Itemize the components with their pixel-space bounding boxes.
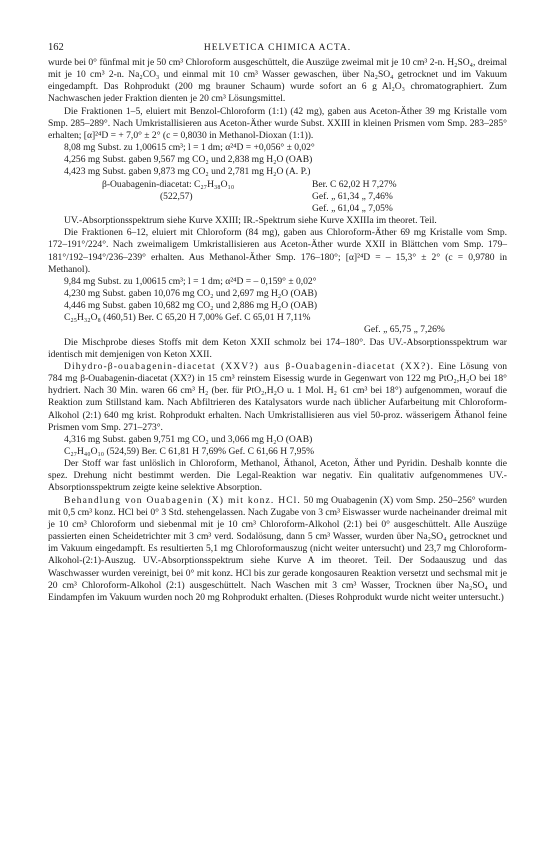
running-header: HELVETICA CHIMICA ACTA. [203,43,352,53]
analysis-line: C₂₅H₃₂O₈ (460,51) Ber. C 65,20 H 7,00% Gef. C 65,01 H 7,11% [64,312,311,324]
analysis-line [48,203,507,215]
analysis-values: Ber. C 62,02 H 7,27% [312,178,397,190]
paragraph-text: Eine Lösung von 784 mg β-Ouabagenin-diacetat (XX?) in 15 cm³ reinstem Eisessig wurde in Gegenwart von 122 mg PtO₂,H₂O bei 18° hydriert. Nach 30 Min. waren 66 cm³ H₂ (ber. für PtO₂,H₂O u. 1 Mol. H₂ 61 cm³ bei 18°) aufgenommen, worauf die Reaktion zum Stillstand kam. Nach Abfiltrieren des Katalysators wurde nach üblicher Aufarbeitung mit Chloroform-Alkohol (2:1) 640 mg krist. Rohprodukt erhalten. Nach Umkristallisieren aus viel 50-proz. wässerigem Äthanol feine Prismen vom Smp. 271–273°. [48,360,507,433]
analysis-line: C₂₇H₄₀O₁₀ (524,59) Ber. C 61,81 H 7,69% Gef. C 61,66 H 7,95% [64,446,315,457]
paragraph [48,227,507,276]
paragraph-text: wurde bei 0° fünfmal mit je 50 cm³ Chloroform ausgeschüttelt, die Auszüge zweimal mit je 10 cm³ 2-n. H₂SO₄, dreimal mit je 10 cm³ 2-n. Na₂CO₃ und einmal mit 10 cm³ Wasser gewaschen, über Na₂SO₄ getrocknet und im Vakuum eingedampft. Das Rohprodukt (200 mg brauner Schaum) wurde sofort an 6 g Al₂O₃ chromatographiert. Zum Nachwaschen jeder Fraktion dienten je 20 cm³ Lösungsmittel. [48,57,507,105]
analysis-line: 4,446 mg Subst. gaben 10,682 mg CO₂ und 2,886 mg H₂O (OAB) [64,300,318,312]
paragraph-text: Die Fraktionen 1–5, eluiert mit Benzol-Chloroform (1:1) (42 mg), gaben aus Aceton-Äther 39 mg Kristalle vom Smp. 285–289°. Nach Umkristallisieren aus Aceton-Äther wurde Subst. XXIII in kleinen Prismen vom Smp. 283–285° erhalten; [α]²⁴D = + 7,0° ± 2° (c = 0,8030 in Methanol-Dioxan (1:1)). [48,105,507,141]
formula-label: (522,57) [160,190,193,202]
analysis-line: 4,316 mg Subst. gaben 9,751 mg CO₂ und 3,066 mg H₂O (OAB) [64,433,313,445]
page-number: 162 [48,42,64,53]
analysis-line: 4,230 mg Subst. gaben 10,076 mg CO₂ und 2,697 mg H₂O (OAB) [64,287,318,299]
paragraph [48,106,507,142]
paragraph-text: Die Fraktionen 6–12, eluiert mit Chloroform (84 mg), gaben aus Chloroform-Äther 69 mg Kristalle vom Smp. 172–191°/224°. Nach zweimaligem Umkristallisieren aus Aceton-Äther wurde XXII in Blättchen vom Smp. 179–181°/192–194°/236–239° erhalten. Aus Methanol-Äther Smp. 176–180°; [α]²⁴D = – 15,3° ± 2° (c = 0,9780 in Methanol). [48,227,507,275]
analysis-values: Gef. „ 61,34 „ 7,46% [312,190,393,202]
analysis-line: 9,84 mg Subst. zu 1,00615 cm³; l = 1 dm; α²⁴D = – 0,159° ± 0,02° [64,275,317,287]
analysis-line: 4,423 mg Subst. gaben 9,873 mg CO₂ und 2,781 mg H₂O (A. P.) [64,166,311,178]
analysis-line: Gef. „ 65,75 „ 7,26% [364,324,445,336]
analysis-line: 8,08 mg Subst. zu 1,00615 cm³; l = 1 dm; α²⁴D = +0,056° ± 0,02° [64,142,315,154]
paragraph-text: Der Stoff war fast unlöslich in Chloroform, Methanol, Äthanol, Aceton, Äther und Pyridin. Deshalb konnte die spez. Drehung nicht bestimmt werden. Die Legal-Reaktion war negativ. Ein qualitativ aufgenommenes UV.-Absorptionsspektrum zeigte keine selektive Absorption. [48,458,507,494]
formula-label [48,203,312,215]
analysis-line: 4,256 mg Subst. gaben 9,567 mg CO₂ und 2,838 mg H₂O (OAB) [64,154,313,166]
paragraph [48,57,507,106]
paragraph [48,495,507,604]
analysis-values: Gef. „ 61,04 „ 7,05% [312,202,393,214]
section-heading: Behandlung von Ouabagenin (X) mit konz. HCl. [64,494,301,506]
analysis-line [48,179,507,191]
body-text [48,57,507,604]
paragraph [48,361,507,434]
section-heading: Dihydro-β-ouabagenin-diacetat (XXV?) aus β-Ouabagenin-diacetat (XX?). [64,360,435,372]
analysis-line [48,191,507,203]
paragraph-text: UV.-Absorptionsspektrum siehe Kurve XXIII; IR.-Spektrum siehe Kurve XXIIIa im theoret. Teil. [64,215,437,227]
paragraph [48,215,507,227]
paragraph-text: 50 mg Ouabagenin (X) vom Smp. 250–256° wurden mit 0,5 cm³ konz. HCl bei 0° 3 Std. stehengelassen. Nach Zugabe von 3 cm³ Eiswasser wurde nacheinander dreimal mit je 10 cm³ Chloroform und siebenmal mit je 10 cm³ Chloroform-Alkohol (2:1) bei 0° ausgeschüttelt. Alle Auszüge passierten einen Scheidetrichter mit 3 cm³ verd. Sodalösung, dann 5 cm³ Wasser, wurden über Na₂SO₄ getrocknet und im Vakuum eingedampft. Es resultierten 5,1 mg Chloroformauszug (nicht weiter untersucht) und 23,7 mg Chloroform-Alkohol-(2:1)-Auszug. UV.-Absorptionsspektrum siehe Kurve A im theoret. Teil. Der Sodaauszug und das Waschwasser wurden vereinigt, bei 0° mit konz. HCl bis zur gerade kongosauren Reaktion versetzt und sechsmal mit je 20 cm³ Chloroform-Alkohol (2:1) ausgeschüttelt. Nach Waschen mit 3 cm³ Wasser, Trocknen über Na₂SO₄ und Eindampfen im Vakuum wurden noch 20 mg Rohprodukt erhalten. (Dieses Rohprodukt wurde nicht weiter untersucht.) [48,494,508,603]
paragraph [48,337,507,361]
paragraph [48,458,507,494]
formula-label: β-Ouabagenin-diacetat: C₂₇H₃₈O₁₀ [102,178,235,190]
paragraph-text: Die Mischprobe dieses Stoffs mit dem Keton XXII schmolz bei 174–180°. Das UV.-Absorptionsspektrum war identisch mit demjenigen von Keton XXII. [48,336,507,360]
